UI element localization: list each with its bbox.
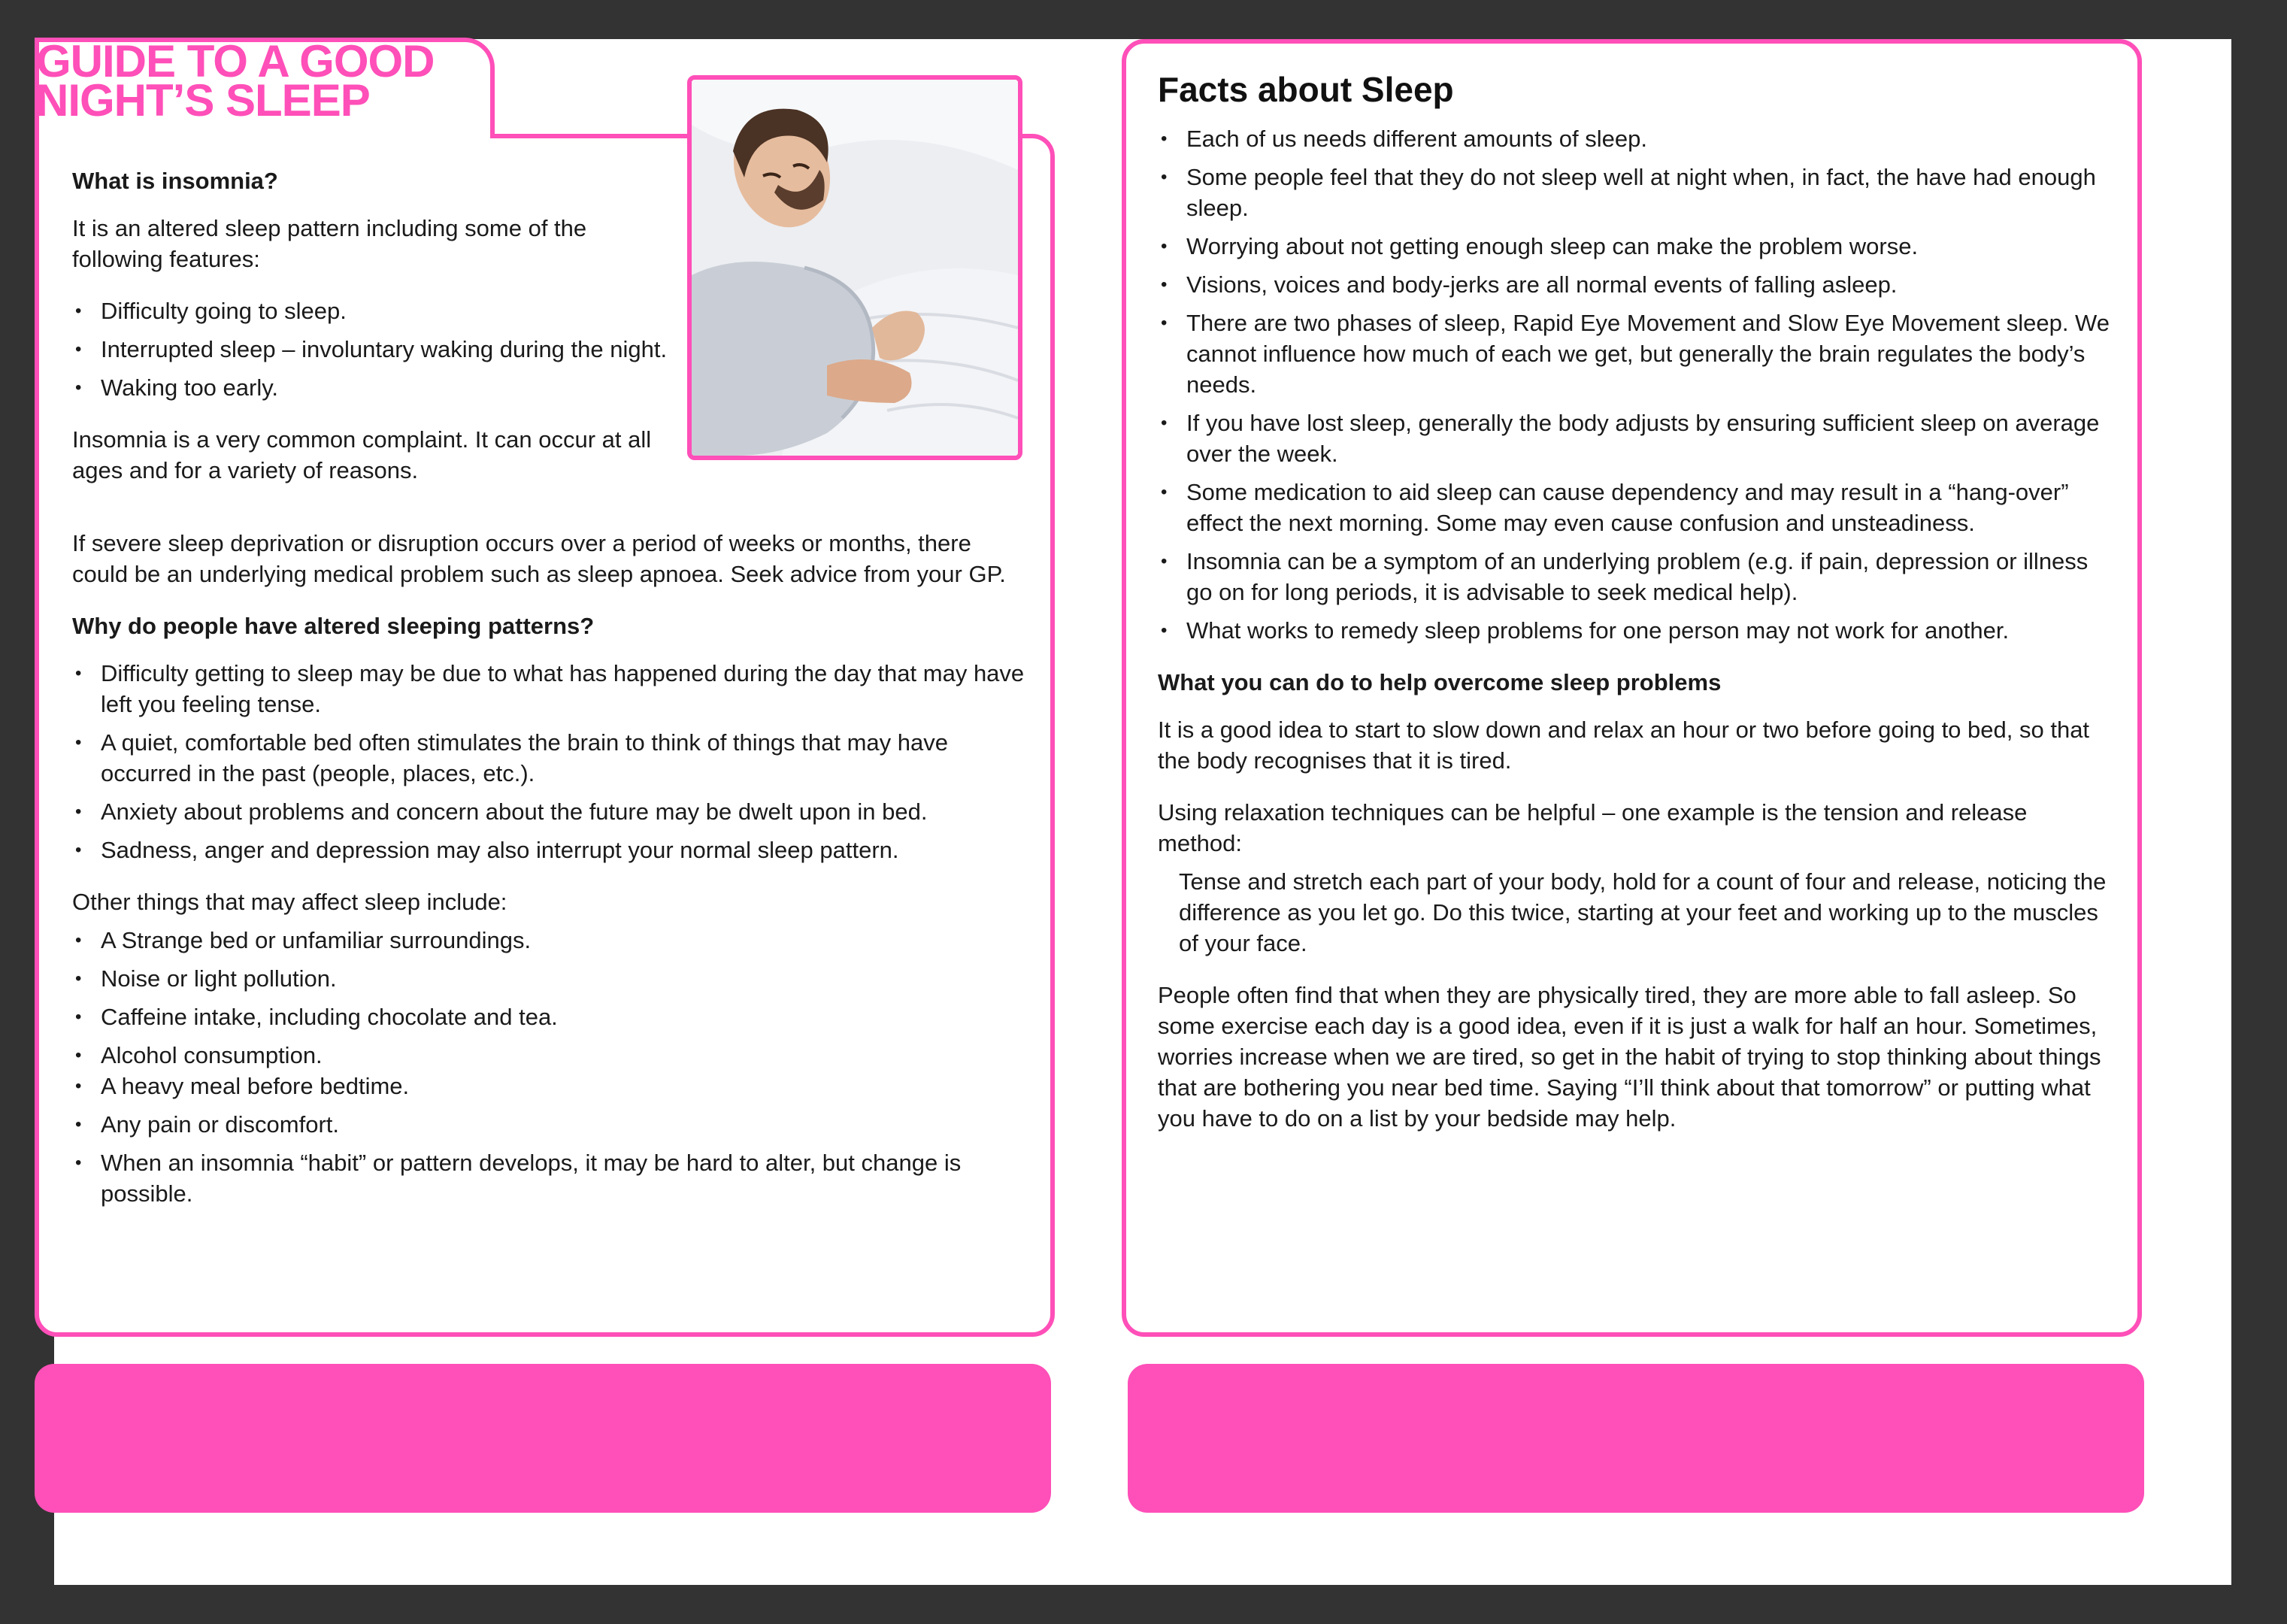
- why-heading: Why do people have altered sleeping patterns?: [72, 613, 595, 639]
- help-paragraph-1: It is a good idea to start to slow down and relax an hour or two before going to bed, so that the body recognises that it is tired.: [1158, 717, 2090, 774]
- list-item: • When an insomnia “habit” or pattern develops, it may be hard to alter, but change is possible.: [72, 1147, 1027, 1209]
- insomnia-section: [72, 165, 681, 507]
- page-title: GUIDE TO A GOOD NIGHT’S SLEEP: [36, 36, 435, 126]
- list-item: • Insomnia can be a symptom of an underlying problem (e.g. if pain, depression or illness go on for long periods, it is advisable to seek medical help).: [1158, 546, 2113, 607]
- list-item: • Difficulty going to sleep.: [72, 295, 681, 326]
- list-item: • Sadness, anger and depression may also interrupt your normal sleep pattern.: [72, 835, 1027, 865]
- other-things-intro: Other things that may affect sleep include:: [72, 889, 507, 915]
- other-things-list: [72, 925, 1027, 1209]
- help-heading: What you can do to help overcome sleep problems: [1158, 669, 1722, 695]
- help-paragraph-3: People often find that when they are physically tired, they are more able to fall asleep. So some exercise each day is a good idea, even if it is just a walk for half an hour. Sometimes, worries increase when we are tired, so get in the habit of trying to stop thinking about things that are bothering you near bed time. Saying “I’ll think about that tomorrow” or putting what you have to do on a list by your bedside may help.: [1158, 982, 2101, 1132]
- sleeping-man-image: [687, 75, 1022, 460]
- reasons-list: [72, 658, 1027, 865]
- severe-deprivation-paragraph: If severe sleep deprivation or disruption occurs over a period of weeks or months, there could be an underlying medical problem such as sleep apnoea. Seek advice from your GP.: [72, 530, 1006, 587]
- list-item: • There are two phases of sleep, Rapid Eye Movement and Slow Eye Movement sleep. We cannot influence how much of each we get, but generally the brain regulates the body’s needs.: [1158, 308, 2113, 400]
- list-item: • Waking too early.: [72, 372, 681, 403]
- list-item: • A heavy meal before bedtime.: [72, 1071, 1027, 1101]
- list-item: • If you have lost sleep, generally the body adjusts by ensuring sufficient sleep on average over the week.: [1158, 408, 2113, 469]
- list-item: • Any pain or discomfort.: [72, 1109, 1027, 1140]
- list-item: • Difficulty getting to sleep may be due to what has happened during the day that may have left you feeling tense.: [72, 658, 1027, 720]
- list-item: • Each of us needs different amounts of sleep.: [1158, 123, 2113, 154]
- insomnia-heading: What is insomnia?: [72, 168, 278, 194]
- list-item: • Interrupted sleep – involuntary waking during the night.: [72, 334, 681, 365]
- list-item: • Worrying about not getting enough sleep can make the problem worse.: [1158, 231, 2113, 262]
- left-footer-bar: [35, 1364, 1051, 1513]
- altered-patterns-section: [72, 528, 1027, 1230]
- list-item: • Caffeine intake, including chocolate and tea.: [72, 1001, 1027, 1032]
- list-item: • Visions, voices and body-jerks are all normal events of falling asleep.: [1158, 269, 2113, 300]
- facts-list: [1158, 123, 2113, 646]
- list-item: • A Strange bed or unfamiliar surroundings.: [72, 925, 1027, 956]
- list-item: • Noise or light pollution.: [72, 963, 1027, 994]
- help-paragraph-2: Using relaxation techniques can be helpful – one example is the tension and release method:: [1158, 799, 2028, 856]
- relaxation-method-text: Tense and stretch each part of your body, hold for a count of four and release, noticing the difference as you let go. Do this twice, starting at your feet and working up to the muscles of your face.: [1179, 868, 2107, 956]
- facts-title: Facts about Sleep: [1158, 70, 1454, 109]
- facts-section: [1158, 68, 2113, 1155]
- common-complaint-paragraph: Insomnia is a very common complaint. It can occur at all ages and for a variety of reasons.: [72, 426, 652, 483]
- insomnia-features-list: [72, 295, 681, 403]
- insomnia-intro: It is an altered sleep pattern including some of the following features:: [72, 215, 587, 272]
- list-item: • Alcohol consumption.: [72, 1040, 1027, 1071]
- list-item: • What works to remedy sleep problems for one person may not work for another.: [1158, 615, 2113, 646]
- list-item: • Anxiety about problems and concern about the future may be dwelt upon in bed.: [72, 796, 1027, 827]
- sleeping-man-illustration: [692, 80, 1018, 456]
- list-item: • Some medication to aid sleep can cause dependency and may result in a “hang-over” effect the next morning. Some may even cause confusion and unsteadiness.: [1158, 477, 2113, 538]
- list-item: • A quiet, comfortable bed often stimulates the brain to think of things that may have occurred in the past (people, places, etc.).: [72, 727, 1027, 789]
- list-item: • Some people feel that they do not sleep well at night when, in fact, the have had enough sleep.: [1158, 162, 2113, 223]
- right-footer-bar: [1128, 1364, 2144, 1513]
